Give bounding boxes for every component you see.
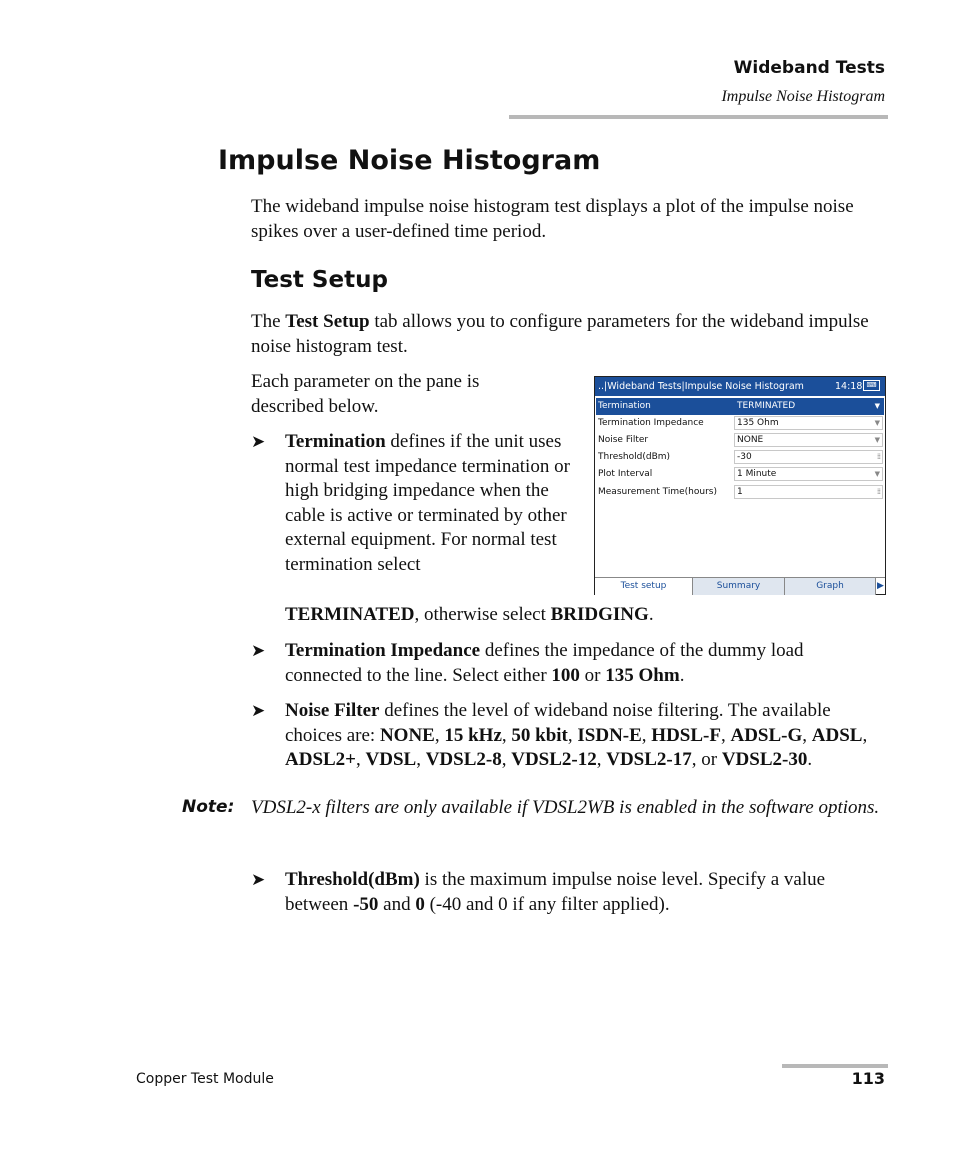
choice-separator: , bbox=[802, 724, 812, 746]
param-label: Noise Filter bbox=[598, 435, 649, 445]
test-setup-term: Test Setup bbox=[285, 311, 370, 332]
bullet-text: Termination defines if the unit uses normal test impedance termination or high bridging impedance when the cable is active or terminated by other external equipment. For normal test termination select bbox=[285, 431, 570, 575]
param-label: Measurement Time(hours) bbox=[598, 487, 717, 497]
param-row-noise-filter[interactable] bbox=[596, 432, 884, 449]
choice-separator: , bbox=[596, 749, 607, 770]
plot-interval-dropdown[interactable]: 1 Minute ▼ bbox=[734, 467, 883, 481]
dropdown-arrow-icon: ▼ bbox=[874, 419, 880, 427]
footer-document-title: Copper Test Module bbox=[136, 1071, 274, 1087]
noise-filter-choice: HDSL-F bbox=[651, 724, 721, 746]
noise-filter-choice: VDSL2-12 bbox=[511, 749, 597, 770]
bullet-text: Noise Filter defines the level of wideband noise filtering. The available choices are: NONE, 15 kHz, 50 kbit, ISDN-E, HDSL-F, ADSL-G, ADSL, ADSL2+, VDSL, VDSL2-8, VDSL2-12, VDSL2-17, or VDSL2-30. bbox=[285, 700, 868, 770]
dropdown-arrow-icon: ▼ bbox=[874, 436, 880, 444]
setup-intro-paragraph: Each parameter on the pane is described below. bbox=[251, 371, 480, 417]
bullet-arrow-icon: ➤ bbox=[251, 432, 266, 451]
bullet-termination-options: TERMINATED, otherwise select BRIDGING. bbox=[285, 604, 654, 625]
device-screenshot bbox=[594, 376, 886, 595]
param-label: Termination bbox=[598, 401, 651, 411]
screenshot-clock: 14:18 bbox=[835, 381, 863, 392]
choice-separator: , bbox=[567, 724, 578, 746]
dropdown-arrow-icon: ▼ bbox=[874, 470, 880, 478]
choice-separator: , bbox=[641, 724, 652, 746]
page-number: 113 bbox=[851, 1069, 885, 1088]
param-label: Threshold(dBm) bbox=[598, 452, 671, 462]
running-header-subsection: Impulse Noise Histogram bbox=[721, 88, 885, 105]
note-label: Note: bbox=[182, 797, 235, 817]
choice-separator: , bbox=[501, 749, 512, 770]
section-heading: Test Setup bbox=[251, 267, 388, 293]
noise-filter-choice: VDSL2-8 bbox=[425, 749, 502, 770]
dropdown-arrow-icon: ▼ bbox=[874, 402, 880, 410]
header-rule bbox=[509, 115, 888, 119]
setup-paragraph: The Test Setup tab allows you to configure parameters for the wideband impulse noise histogram test. bbox=[251, 311, 869, 357]
choice-separator: , bbox=[356, 749, 366, 770]
spin-grid-icon: ⁞⁞ bbox=[876, 487, 880, 496]
choice-separator: , bbox=[434, 724, 445, 746]
noise-filter-dropdown[interactable]: NONE ▼ bbox=[734, 433, 883, 447]
threshold-spin-field[interactable]: -30 ⁞⁞ bbox=[734, 450, 883, 464]
note-text: VDSL2-x filters are only available if VDSL2WB is enabled in the software options. bbox=[251, 797, 880, 818]
screenshot-title: ..|Wideband Tests|Impulse Noise Histogram bbox=[598, 381, 804, 392]
running-header-section: Wideband Tests bbox=[733, 58, 885, 78]
termination-impedance-dropdown[interactable]: 135 Ohm ▼ bbox=[734, 416, 883, 430]
bullet-arrow-icon: ➤ bbox=[251, 641, 266, 660]
screenshot-tab-bar bbox=[595, 577, 885, 595]
param-row-termination-impedance[interactable] bbox=[596, 415, 884, 432]
noise-filter-choice: ADSL bbox=[811, 724, 863, 746]
noise-filter-choice: 50 kbit bbox=[511, 724, 568, 746]
page-title: Impulse Noise Histogram bbox=[218, 145, 601, 176]
spin-grid-icon: ⁞⁞ bbox=[876, 452, 880, 461]
param-label: Plot Interval bbox=[598, 469, 653, 479]
footer-rule bbox=[782, 1064, 888, 1068]
bullet-arrow-icon: ➤ bbox=[251, 870, 266, 889]
bullet-noise-filter bbox=[251, 699, 891, 779]
bullet-text: Threshold(dBm) is the maximum impulse noise level. Specify a value between -50 and 0 (-40 and 0 if any filter applied). bbox=[285, 869, 826, 915]
param-row-plot-interval[interactable] bbox=[596, 466, 884, 483]
param-label: Termination Impedance bbox=[598, 418, 704, 428]
intro-paragraph: The wideband impulse noise histogram test displays a plot of the impulse noise spikes over a user-defined time period. bbox=[251, 196, 854, 242]
noise-filter-choice: VDSL bbox=[365, 749, 417, 770]
param-row-measurement-time[interactable] bbox=[596, 484, 884, 501]
noise-filter-choice: VDSL2-17 bbox=[606, 749, 692, 770]
tab-summary[interactable]: Summary bbox=[692, 578, 784, 595]
noise-filter-choice: ADSL-G bbox=[730, 724, 803, 746]
bullet-arrow-icon: ➤ bbox=[251, 701, 266, 720]
measurement-time-spin-field[interactable]: 1 ⁞⁞ bbox=[734, 485, 883, 499]
choice-separator: , bbox=[501, 724, 512, 746]
param-row-termination[interactable] bbox=[596, 398, 884, 415]
noise-filter-choice: 15 kHz bbox=[444, 724, 502, 746]
termination-dropdown[interactable]: TERMINATED ▼ bbox=[734, 399, 883, 413]
choice-separator: , bbox=[862, 724, 868, 746]
keyboard-icon[interactable]: ⌨ bbox=[863, 380, 880, 391]
tab-graph[interactable]: Graph bbox=[784, 578, 875, 595]
bullet-text: Termination Impedance defines the impedance of the dummy load connected to the line. Select either 100 or 135 Ohm. bbox=[285, 640, 804, 686]
choice-separator: , bbox=[720, 724, 731, 746]
choice-separator: , bbox=[416, 749, 426, 770]
param-row-threshold[interactable] bbox=[596, 449, 884, 466]
noise-filter-choice: ADSL2+ bbox=[285, 749, 357, 770]
tab-scroll-right-icon[interactable]: ▶ bbox=[875, 578, 885, 595]
screenshot-titlebar bbox=[595, 377, 885, 396]
noise-filter-choice: ISDN-E bbox=[577, 724, 642, 746]
tab-test-setup[interactable]: Test setup bbox=[595, 578, 692, 595]
bullet-threshold bbox=[251, 868, 891, 918]
bullet-termination-impedance bbox=[251, 639, 891, 689]
noise-filter-choice: NONE bbox=[379, 724, 435, 746]
